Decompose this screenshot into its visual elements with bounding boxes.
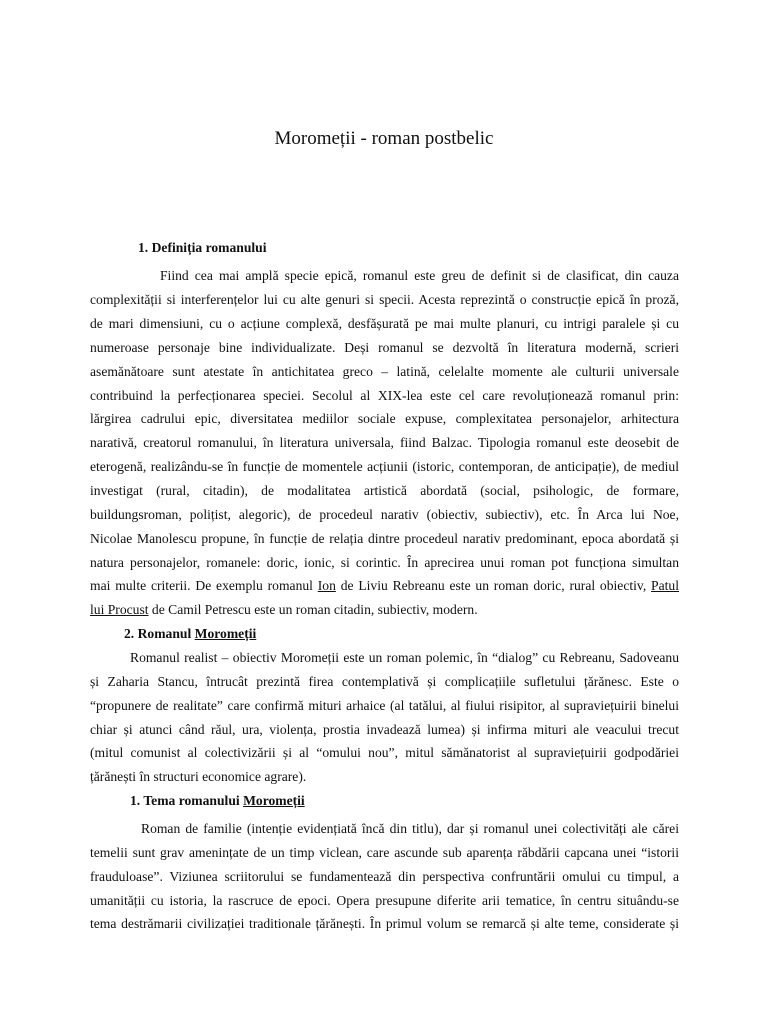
section-heading-definitie: 1. Definiția romanului bbox=[138, 240, 267, 255]
heading-text: 2. Romanul bbox=[124, 626, 195, 641]
paragraph-line: numeroase personaje bine individualizate. Deși romanul se dezvoltă în literatura modernă, scrieri bbox=[90, 340, 679, 355]
paragraph-line: Roman de familie (intenție evidențiată încă din titlu), dar și romanul unei colectivități ale cărei bbox=[141, 821, 679, 836]
heading-text: 1. Tema romanului bbox=[130, 793, 244, 808]
paragraph-line: buildungsroman, polițist, alegoric), de procedeul narativ (obiectiv, subiectiv), etc. În Arca lui Noe, bbox=[90, 507, 679, 522]
paragraph-line: Nicolae Manolescu propune, în funcție de relația dintre procedeul narativ predominant, epoca abordată și bbox=[90, 531, 679, 546]
paragraph-line: complexității si interferențelor lui cu alte genuri si specii. Acesta reprezintă o construcție epică în proză, bbox=[90, 292, 679, 307]
paragraph-line: frauduloase”. Viziunea scriitorului se fundamentează din perspectiva confruntării omului cu timpul, a bbox=[90, 869, 679, 884]
paragraph-line: Romanul realist – obiectiv Moromeții este un roman polemic, în “dialog” cu Rebreanu, Sadoveanu bbox=[130, 650, 679, 665]
book-title-procust: lui Procust bbox=[90, 602, 149, 617]
paragraph-line bbox=[90, 578, 679, 594]
paragraph-line: tema destrămarii civilizației traditionale țărănești. În primul volum se remarcă și alte teme, considerate și bbox=[90, 916, 679, 931]
paragraph-line: narativă, creatorul romanului, în literatura universala, fiind Balzac. Tipologia romanul este deosebit de bbox=[90, 435, 679, 450]
paragraph-line: Fiind cea mai amplă specie epică, romanul este greu de definit si de clasificat, din cauza bbox=[160, 268, 679, 283]
document-title: Moromeții - roman postbelic bbox=[274, 128, 494, 149]
paragraph-line: chiar și atunci când răul, ura, violența, prostia invadează lumea) și infirma mituri ale veacului trecut bbox=[90, 722, 679, 737]
text-run: mai multe criterii. De exemplu romanul bbox=[90, 578, 318, 593]
book-title-patul: Patul bbox=[651, 578, 679, 593]
section-heading-romanul bbox=[124, 626, 256, 642]
text-run: de Liviu Rebreanu este un roman doric, rural obiectiv, bbox=[335, 578, 652, 593]
heading-title-underlined: Moromeții bbox=[243, 793, 305, 808]
book-title-ion: Ion bbox=[317, 578, 336, 593]
paragraph-line: temelii sunt grav amenințate de un timp viclean, care ascunde sub aparența răbdării capcana unei “istorii bbox=[90, 845, 679, 860]
paragraph-line bbox=[90, 602, 679, 618]
paragraph-line: țărănești în structuri economice agrare). bbox=[90, 769, 307, 784]
paragraph-line: asemănătoare sunt atestate în antichitatea greco – latină, celelalte momente ale culturii universale bbox=[90, 364, 679, 379]
paragraph-line: eterogenă, realizându-se în funcție de momentele acțiunii (istoric, contemporan, de anticipație), de mediul bbox=[90, 459, 679, 474]
text-run: de Camil Petrescu este un roman citadin, subiectiv, modern. bbox=[148, 602, 478, 617]
heading-title-underlined: Moromeții bbox=[194, 626, 257, 641]
paragraph-line: și Zaharia Stancu, întrucât prezintă firea contemplativă și complicațiile sufletului țărănesc. Este o bbox=[90, 674, 679, 689]
paragraph-line: investigat (rural, citadin), de modalitatea artistică abordată (social, psihologic, de formare, bbox=[90, 483, 679, 498]
paragraph-line: (mitul comunist al colectivizării și al “omului nou”, mitul sămănatorist al supraviețuirii godpodăriei bbox=[90, 745, 679, 760]
paragraph-line: “propunere de realitate” care confirmă mituri arhaice (al tatălui, al fiului risipitor, al supraviețuirii binelui bbox=[90, 698, 679, 713]
paragraph-line: natura personajelor, romanele: doric, ionic, si corintic. În aprecirea unui roman pot funcționa simultan bbox=[90, 555, 679, 570]
section-heading-tema bbox=[130, 793, 305, 809]
paragraph-line: contribuind la perfecționarea speciei. Secolul al XIX-lea este cel care revoluționează romanul prin: bbox=[90, 388, 679, 403]
paragraph-line: umanității cu istoria, la rascruce de epoci. Opera presupune diferite arii tematice, în centru situându-se bbox=[90, 893, 679, 908]
paragraph-line: de mari dimensiuni, cu o acțiune complexă, desfășurată pe mai multe planuri, cu intrigi paralele și cu bbox=[90, 316, 679, 331]
paragraph-line: lărgirea cadrului epic, diversitatea mediilor sociale expuse, complexitatea personajelor, arhitectura bbox=[90, 411, 679, 426]
